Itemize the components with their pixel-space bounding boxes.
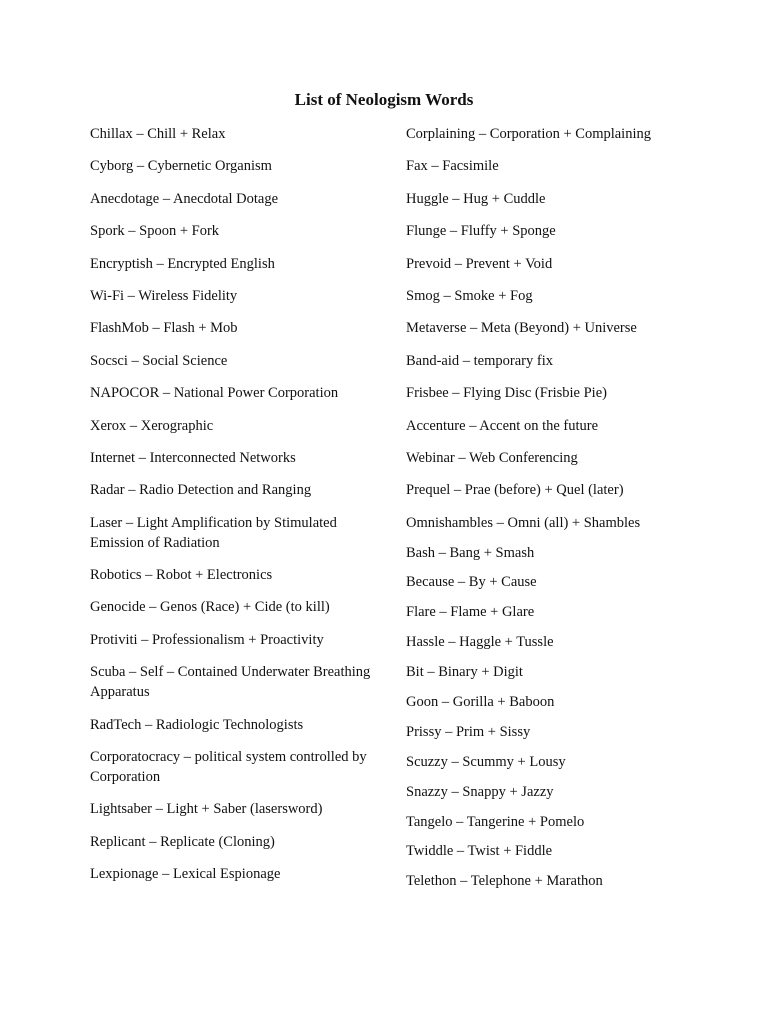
list-item: Radar – Radio Detection and Ranging — [90, 482, 312, 499]
list-item: Prequel – Prae (before) + Quel (later) — [406, 482, 624, 499]
list-item: Internet – Interconnected Networks — [90, 449, 296, 466]
list-item: Band-aid – temporary fix — [406, 352, 553, 369]
list-item: Scuba – Self – Contained Underwater Breathing Apparatus — [90, 664, 371, 701]
list-item: Lightsaber – Light + Saber (lasersword) — [90, 801, 323, 818]
list-item: Flare – Flame + Glare — [406, 604, 535, 621]
list-item: Bit – Binary + Digit — [406, 664, 523, 681]
list-item: Hassle – Haggle + Tussle — [406, 634, 554, 651]
list-item: Wi-Fi – Wireless Fidelity — [90, 287, 238, 304]
list-item: Huggle – Hug + Cuddle — [406, 190, 546, 207]
list-item: NAPOCOR – National Power Corporation — [90, 385, 339, 402]
list-item: Encryptish – Encrypted English — [90, 255, 275, 272]
list-item: Metaverse – Meta (Beyond) + Universe — [406, 320, 637, 337]
list-item: Goon – Gorilla + Baboon — [406, 694, 555, 711]
list-item: Bash – Bang + Smash — [406, 544, 535, 561]
list-item: Anecdotage – Anecdotal Dotage — [90, 190, 279, 207]
list-item: Prevoid – Prevent + Void — [406, 255, 553, 272]
list-item: Telethon – Telephone + Marathon — [406, 873, 603, 890]
right-column-list — [406, 124, 706, 901]
list-item: Lexpionage – Lexical Espionage — [90, 866, 281, 883]
list-item: Laser – Light Amplification by Stimulated Emission of Radiation — [90, 514, 337, 551]
list-item: Tangelo – Tangerine + Pomelo — [406, 813, 585, 830]
list-item: Spork – Spoon + Fork — [90, 223, 220, 240]
list-item: Prissy – Prim + Sissy — [406, 723, 531, 740]
list-item: Frisbee – Flying Disc (Frisbie Pie) — [406, 385, 607, 402]
list-item: Corporatocracy – political system controlled by Corporation — [90, 749, 367, 786]
list-item: FlashMob – Flash + Mob — [90, 320, 238, 337]
list-item: Genocide – Genos (Race) + Cide (to kill) — [90, 599, 330, 616]
list-item: Snazzy – Snappy + Jazzy — [406, 783, 554, 800]
list-item: Accenture – Accent on the future — [406, 417, 599, 434]
left-column-list — [90, 124, 375, 897]
list-item: Smog – Smoke + Fog — [406, 287, 533, 304]
list-item: Twiddle – Twist + Fiddle — [406, 843, 553, 860]
list-item: Scuzzy – Scummy + Lousy — [406, 753, 566, 770]
list-item: Webinar – Web Conferencing — [406, 449, 578, 466]
list-item: RadTech – Radiologic Technologists — [90, 716, 304, 733]
list-item: Protiviti – Professionalism + Proactivity — [90, 631, 324, 648]
list-item: Xerox – Xerographic — [90, 417, 214, 434]
list-item: Fax – Facsimile — [406, 158, 499, 175]
list-item: Socsci – Social Science — [90, 352, 228, 369]
list-item: Omnishambles – Omni (all) + Shambles — [406, 514, 641, 531]
list-item: Cyborg – Cybernetic Organism — [90, 158, 272, 175]
list-item: Chillax – Chill + Relax — [90, 126, 226, 142]
list-item: Flunge – Fluffy + Sponge — [406, 223, 556, 240]
list-item: Robotics – Robot + Electronics — [90, 567, 273, 584]
list-item: Because – By + Cause — [406, 574, 537, 591]
list-item: Corplaining – Corporation + Complaining — [406, 126, 651, 142]
page-title: List of Neologism Words — [294, 90, 474, 109]
list-item: Replicant – Replicate (Cloning) — [90, 833, 275, 850]
